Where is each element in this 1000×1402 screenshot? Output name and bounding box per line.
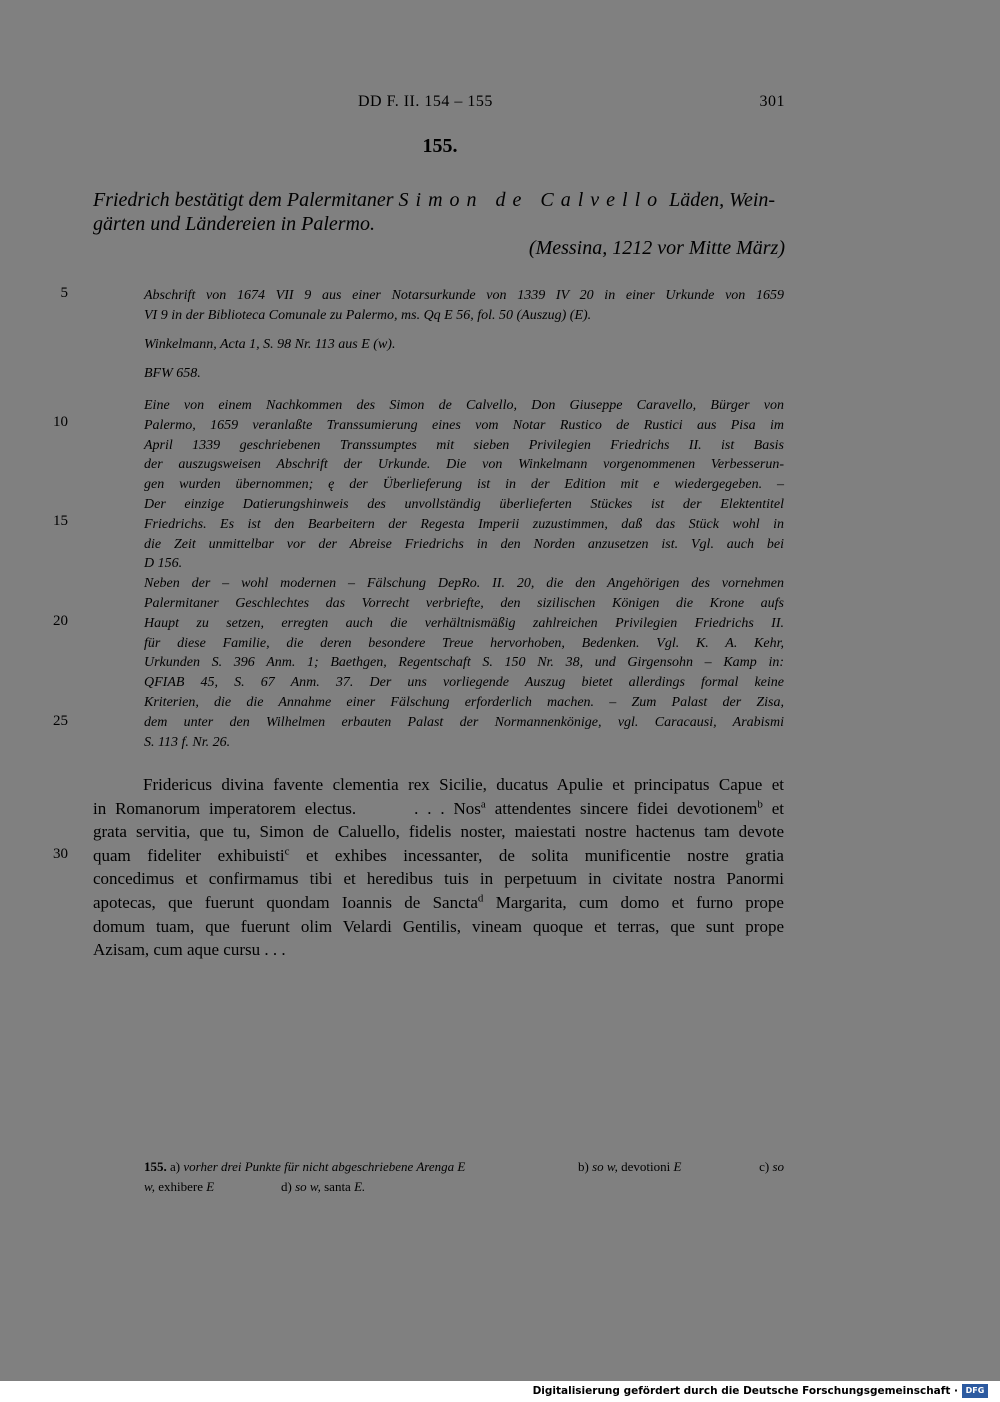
document-number: 155.	[422, 135, 458, 157]
footnotes	[144, 1157, 784, 1197]
commentary-line: die Zeit unmittelbar vor der Abreise Friedrichs in den Norden anzusetzen ist. Vgl. auch bei	[144, 536, 784, 552]
line-number: 5	[60, 285, 68, 301]
commentary-line: D 156.	[144, 556, 183, 572]
text-line	[93, 797, 784, 821]
commentary-line: Der einzige Datierungshinweis des unvollständig überlieferten Stückes ist der Elektentitel	[144, 496, 784, 512]
footnote-line	[144, 1157, 784, 1177]
text-line: grata servitia, que tu, Simon de Caluello, fidelis noster, maiestati nostre hactenus tam devote	[93, 822, 784, 842]
footnote-text: E	[206, 1179, 215, 1194]
footnote-letter: a)	[170, 1159, 181, 1174]
commentary-line: Neben der – wohl modernen – Fälschung DepRo. II. 20, die den Angehörigen des vornehmen	[144, 576, 784, 592]
funding-text: Digitalisierung gefördert durch die Deutsche Forschungsgemeinschaft ·	[532, 1385, 958, 1397]
funding-banner	[0, 1381, 1000, 1402]
footnote-text: exhibere	[158, 1179, 203, 1194]
text-line	[93, 891, 784, 915]
text-fragment: . . . Nos	[414, 798, 481, 818]
footnote-text: devotioni	[621, 1159, 671, 1174]
text-line: concedimus et confirmamus tibi et heredibus tuis in perpetuum in civitate nostra Panormi	[93, 869, 784, 889]
dating: (Messina, 1212 vor Mitte März)	[528, 237, 785, 259]
commentary-line: Kriterien, die die Annahme einer Fälschung erforderlich machen. – Zum Palast der Zisa,	[144, 694, 784, 710]
footnote-text: E.	[354, 1179, 366, 1194]
text-fragment: et exhibes incessanter, de solita munificentie nostre gratia	[289, 845, 784, 865]
line-number: 20	[53, 613, 68, 629]
footnote-line	[144, 1177, 784, 1197]
text-line	[93, 844, 784, 868]
commentary-line: dem unter den Wilhelmen erbauten Palast der Normannenkönige, vgl. Caracausi, Arabismi	[144, 714, 784, 730]
text-fragment: apotecas, que fuerunt quondam Ioannis de Sancta	[93, 892, 478, 912]
text-fragment: in Romanorum imperatorem electus.	[93, 798, 357, 818]
commentary-line: gen wurden übernommen; ę der Überlieferung ist in der Edition mit e wiedergegeben. –	[144, 477, 784, 493]
commentary	[144, 396, 784, 752]
footnote-text: santa	[324, 1179, 351, 1194]
commentary-line: S. 113 f. Nr. 26.	[144, 734, 231, 750]
tradition-line: Abschrift von 1674 VII 9 aus einer Notarsurkunde von 1339 IV 20 in einer Urkunde von 1659	[144, 288, 784, 303]
commentary-line: Urkunden S. 396 Anm. 1; Baethgen, Regentschaft S. 150 Nr. 38, und Girgensohn – Kamp in:	[144, 655, 784, 671]
tradition-line: VI 9 in der Biblioteca Comunale zu Palermo, ms. Qq E 56, fol. 50 (Auszug) (E).	[144, 307, 592, 323]
footnote-letter: b)	[578, 1159, 589, 1174]
footnote-text: so w,	[295, 1179, 321, 1194]
commentary-line: Haupt zu setzen, erregten auch die verhältnismäßig zahlreichen Privilegien Friedrichs II.	[144, 615, 784, 631]
edition-note: Winkelmann, Acta 1, S. 98 Nr. 113 aus E (w).	[144, 337, 396, 352]
commentary-line: der auszugsweisen Abschrift der Urkunde. Die von Winkelmann vorgenommenen Verbesserun-	[144, 457, 784, 473]
regest-text: Friedrich bestätigt dem Palermitaner	[93, 189, 399, 211]
regest-person-name: Simon de Calvello	[398, 189, 665, 211]
dfg-logo: DFG	[962, 1384, 988, 1398]
footnote-doc-number: 155.	[144, 1159, 167, 1174]
line-number: 30	[53, 846, 68, 862]
regest-line-2: gärten und Ländereien in Palermo.	[93, 213, 376, 235]
footnote-letter: d)	[281, 1179, 292, 1194]
line-number: 15	[53, 513, 68, 529]
commentary-line: für diese Familie, die deren besondere Treue hervorhoben, Bedenken. Vgl. K. A. Kehr,	[144, 635, 784, 651]
page-number: 301	[759, 93, 785, 110]
text-fragment: Margarita, cum domo et furno prope	[483, 892, 784, 912]
tradition-note	[144, 286, 784, 326]
footnote-marker: a	[480, 797, 486, 810]
regest-text-cont: Läden, Wein-	[664, 189, 776, 211]
commentary-line: QFIAB 45, S. 67 Anm. 37. Der uns vorliegende Auszug bietet allerdings formal keine	[144, 675, 784, 691]
text-fragment: attendentes sincere fidei devotionem	[485, 798, 758, 818]
running-title: DD F. II. 154 – 155	[358, 93, 493, 110]
footnote-text: vorher drei Punkte für nicht abgeschriebene Arenga E	[183, 1159, 466, 1174]
commentary-line: Friedrichs. Es ist den Bearbeitern der Regesta Imperii zuzustimmen, daß das Stück wohl in	[144, 516, 784, 532]
text-line: domum tuam, que fuerunt olim Velardi Gentilis, vineam quoque et terras, que sunt prope	[93, 916, 784, 936]
text-fragment: quam fideliter exhibuisti	[93, 845, 285, 865]
footnote-text: E	[673, 1159, 682, 1174]
line-number: 10	[53, 414, 68, 430]
regest	[93, 188, 785, 212]
commentary-line: April 1339 geschriebenen Transsumptes mit sieben Privilegien Friedrichs II. ist Basis	[144, 437, 784, 453]
text-line: Azisam, cum aque cursu . . .	[93, 940, 286, 960]
commentary-line: Palermo, 1659 veranlaßte Transsumierung eines vom Notar Rustico de Rustici aus Pisa im	[144, 417, 784, 433]
text-fragment: et	[762, 798, 784, 818]
regesta-note: BFW 658.	[144, 366, 201, 381]
commentary-line: Eine von einem Nachkommen des Simon de Calvello, Don Giuseppe Caravello, Bürger von	[144, 398, 784, 413]
document-text	[93, 773, 784, 962]
footnote-letter: c)	[759, 1159, 770, 1174]
text-line: Fridericus divina favente clementia rex Sicilie, ducatus Apulie et principatus Capue et	[143, 775, 784, 794]
footnote-marker: b	[757, 797, 763, 810]
line-number: 25	[53, 713, 68, 729]
footnote-text: so	[772, 1159, 784, 1174]
footnote-marker: d	[477, 892, 484, 905]
footnote-text: w,	[144, 1179, 155, 1194]
footnote-text: so w,	[592, 1159, 618, 1174]
footnote-marker: c	[284, 845, 290, 858]
commentary-line: Palermitaner Geschlechtes das Vorrecht verbriefte, den sizilischen Königen die Krone aufs	[144, 595, 784, 611]
